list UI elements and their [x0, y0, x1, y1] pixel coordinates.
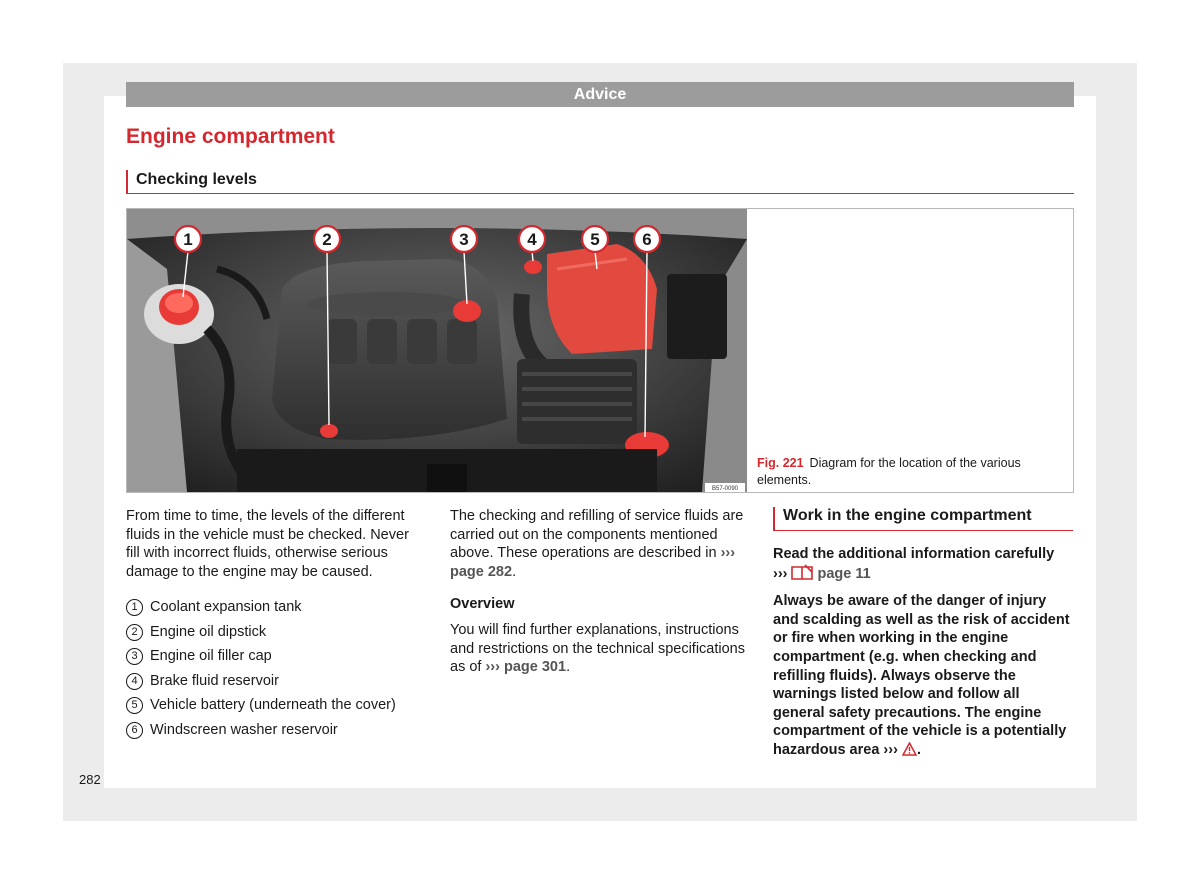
svg-text:5: 5 — [590, 230, 600, 249]
legend-item — [126, 595, 426, 620]
marker-5-icon — [582, 226, 608, 252]
page-number: 282 — [79, 772, 101, 787]
svg-text:4: 4 — [527, 230, 537, 249]
marker-2-icon — [314, 226, 340, 252]
legend-label: Engine oil dipstick — [150, 623, 267, 640]
legend-label: Engine oil filler cap — [150, 648, 272, 665]
number-4-icon: 4 — [126, 673, 143, 690]
procedure-text: The checking and refilling of service fluids are carried out on the components mentioned above. These operations are described in ››› page 282. — [450, 508, 744, 580]
column-procedure — [450, 507, 746, 677]
legend-item — [126, 644, 426, 669]
read-more-label: Read the additional information carefully — [773, 546, 1055, 562]
legend-label: Windscreen washer reservoir — [150, 721, 338, 738]
figure-221 — [126, 208, 1074, 493]
legend-item — [126, 620, 426, 645]
figure-caption — [757, 455, 1057, 489]
svg-text:2: 2 — [322, 230, 332, 249]
figure-code: B57-0090 — [711, 486, 739, 492]
page-title: Engine compartment — [126, 125, 335, 148]
svg-text:6: 6 — [642, 230, 652, 249]
legend-item — [126, 718, 426, 743]
legend-list — [126, 595, 426, 742]
marker-4-icon — [519, 226, 545, 252]
column-intro — [126, 507, 426, 742]
legend-label: Brake fluid reservoir — [150, 672, 279, 689]
warning-arrow: ››› — [883, 741, 898, 758]
engine-photo — [127, 209, 747, 492]
number-5-icon: 5 — [126, 697, 143, 714]
number-1-icon: 1 — [126, 599, 143, 616]
legend-label: Coolant expansion tank — [150, 599, 302, 616]
figure-caption-text: Diagram for the location of the various elements. — [757, 456, 1021, 487]
legend-label: Vehicle battery (underneath the cover) — [150, 697, 396, 714]
figure-label: Fig. 221 — [757, 456, 804, 470]
warning-body-text: Always be aware of the danger of injury and scalding as well as the risk of accident or fire when working in the engine compartment (e.g. when checking and refilling fluids). Always observe the warnings listed below and follow all general safety precautions. The engine compartment of the vehicle is a potentially hazardous area — [773, 593, 1070, 758]
section-heading — [126, 170, 1074, 194]
number-6-icon: 6 — [126, 722, 143, 739]
warning-title: Work in the engine compartment — [783, 507, 1032, 524]
number-3-icon: 3 — [126, 648, 143, 665]
warning-heading — [773, 507, 1073, 531]
warning-body: Always be aware of the danger of injury and scalding as well as the risk of accident or fire when working in the engine compartment (e.g. when checking and refilling fluids). Always observe the warnings listed below and follow all general safety precautions. The engine compartment of the vehicle is a potentially hazardous area ››› . — [773, 593, 1070, 758]
section-title: Checking levels — [136, 171, 257, 188]
number-2-icon: 2 — [126, 624, 143, 641]
page-11-link[interactable]: page 11 — [817, 565, 871, 582]
intro-text: From time to time, the levels of the different fluids in the vehicle must be checked. Never fill with incorrect fluids, otherwise serious damage to the engine may be caused. — [126, 508, 409, 580]
read-more-text — [773, 545, 1073, 583]
read-more-arrow: ››› — [773, 565, 788, 582]
warning-triangle-icon — [902, 742, 917, 756]
engine-illustration — [127, 209, 747, 492]
svg-text:3: 3 — [459, 230, 469, 249]
overview-text: You will find further explanations, instructions and restrictions on the technical specifications as of ››› page 301. — [450, 621, 745, 676]
overview-heading: Overview — [450, 596, 515, 613]
procedure-text-body: The checking and refilling of service fluids are carried out on the components mentioned above. These operations are described in — [450, 508, 744, 562]
book-reference-icon — [790, 564, 816, 581]
marker-3-icon — [451, 226, 477, 252]
page-282-link[interactable]: ››› page 282 — [450, 545, 736, 580]
svg-text:1: 1 — [183, 230, 193, 249]
overview-text-body: You will find further explanations, instructions and restrictions on the technical specifications as of — [450, 621, 745, 676]
marker-1-icon — [175, 226, 201, 252]
legend-item — [126, 693, 426, 718]
advice-header: Advice — [126, 82, 1074, 107]
page-301-link[interactable]: ››› page 301 — [485, 659, 567, 676]
legend-item — [126, 669, 426, 694]
warning-box — [773, 507, 1073, 760]
marker-6-icon — [634, 226, 660, 252]
